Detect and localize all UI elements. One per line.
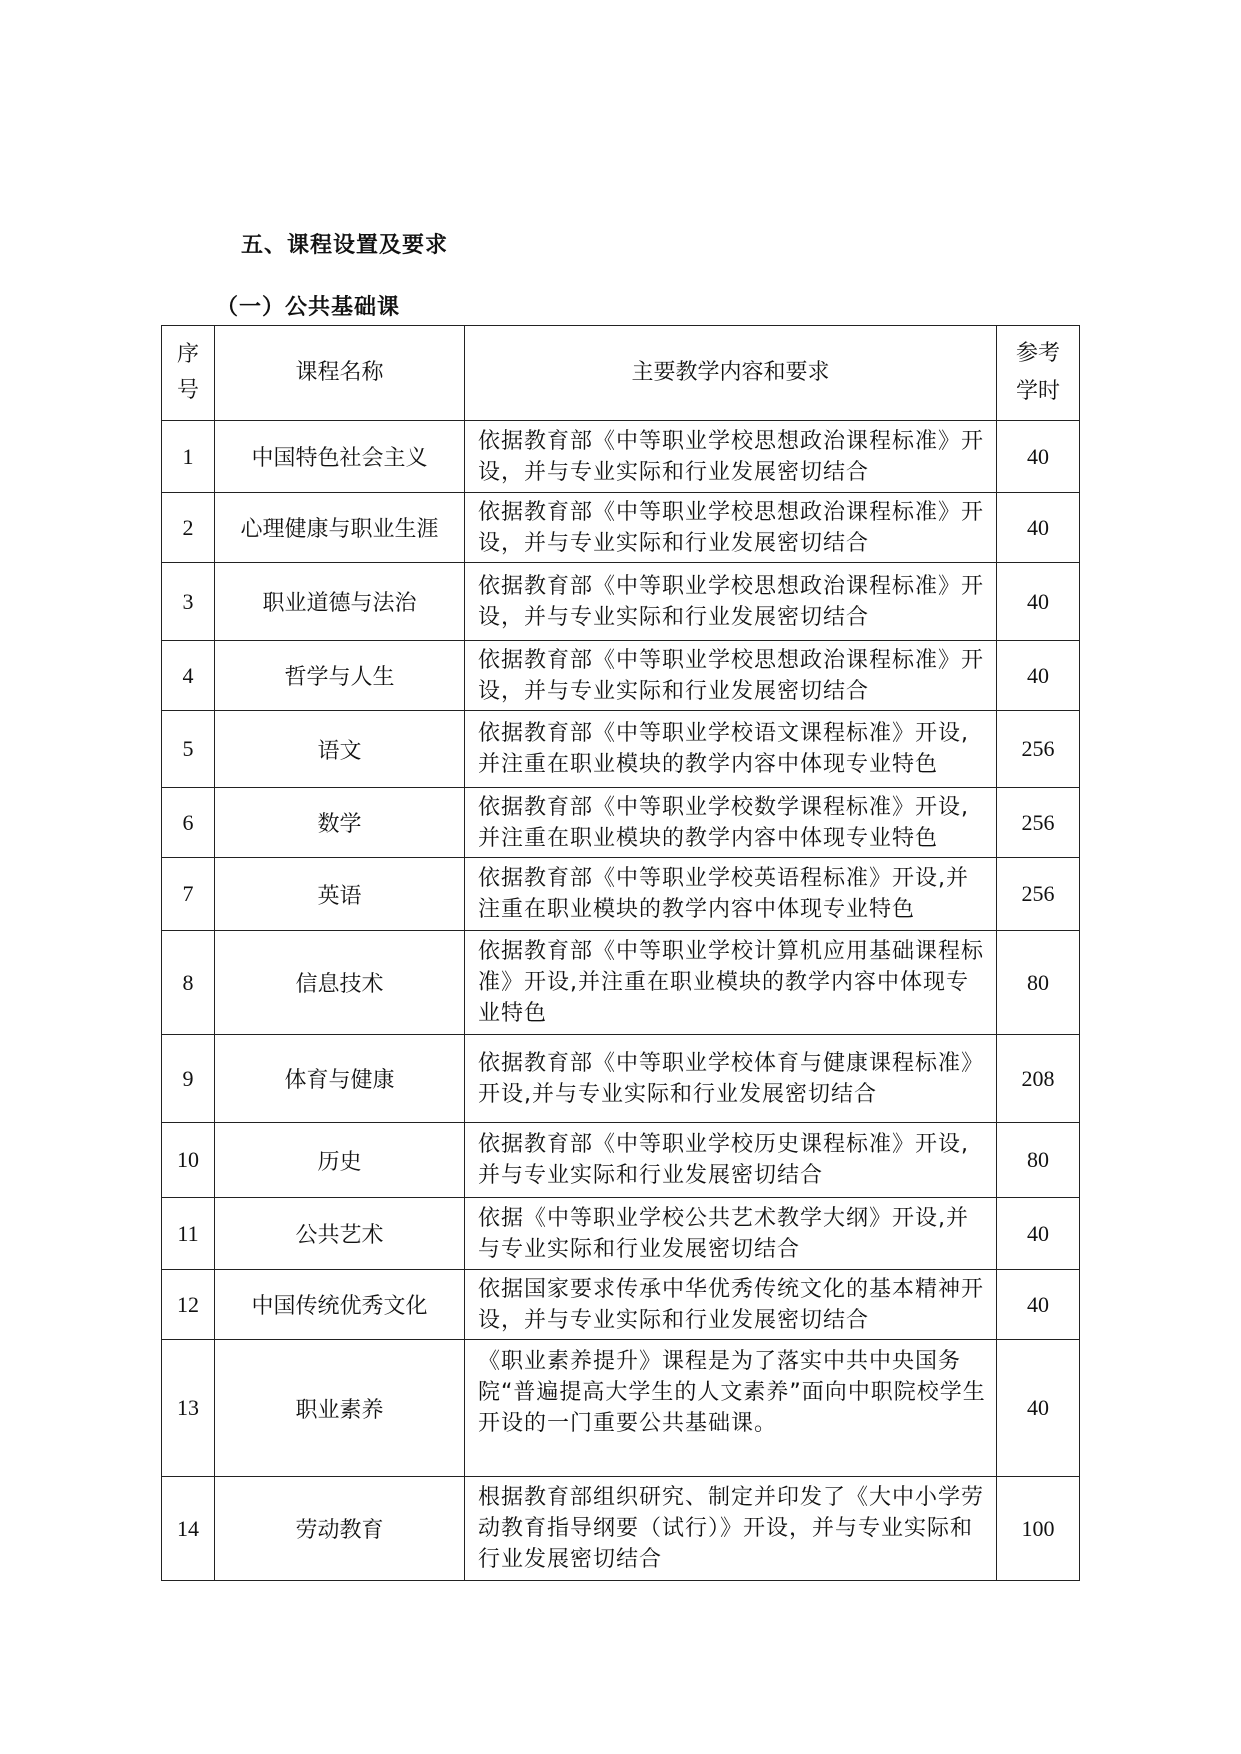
course-hours: 40: [997, 1340, 1080, 1477]
table-row: [162, 421, 1080, 493]
row-index: 4: [162, 641, 215, 711]
course-content: 《职业素养提升》课程是为了落实中共中央国务院“普遍提高大学生的人文素养”面向中职院校学生开设的一门重要公共基础课。: [465, 1340, 997, 1477]
course-name: 职业道德与法治: [215, 563, 465, 641]
course-content: 依据《中等职业学校公共艺术教学大纲》开设,并与专业实际和行业发展密切结合: [465, 1198, 997, 1270]
course-hours: 40: [997, 563, 1080, 641]
course-content: 依据教育部《中等职业学校思想政治课程标准》开设，并与专业实际和行业发展密切结合: [465, 493, 997, 563]
course-content: 依据教育部《中等职业学校数学课程标准》开设,并注重在职业模块的教学内容中体现专业特色: [465, 788, 997, 858]
table-row: [162, 563, 1080, 641]
course-table: [161, 325, 1080, 1581]
course-name: 体育与健康: [215, 1035, 465, 1123]
row-index: 12: [162, 1270, 215, 1340]
table-row: [162, 1198, 1080, 1270]
row-index: 11: [162, 1198, 215, 1270]
course-name: 信息技术: [215, 931, 465, 1035]
course-hours: 40: [997, 641, 1080, 711]
course-name: 职业素养: [215, 1340, 465, 1477]
table-row: [162, 858, 1080, 931]
row-index: 3: [162, 563, 215, 641]
course-name: 语文: [215, 711, 465, 788]
row-index: 9: [162, 1035, 215, 1123]
table-row: [162, 641, 1080, 711]
course-hours: 40: [997, 1198, 1080, 1270]
course-content: 依据教育部《中等职业学校思想政治课程标准》开设，并与专业实际和行业发展密切结合: [465, 421, 997, 493]
course-name: 数学: [215, 788, 465, 858]
course-hours: 80: [997, 931, 1080, 1035]
course-name: 中国特色社会主义: [215, 421, 465, 493]
table-row: [162, 493, 1080, 563]
course-name: 劳动教育: [215, 1477, 465, 1581]
table-row: [162, 1477, 1080, 1581]
header-hours: 参考 学时: [997, 326, 1080, 421]
course-name: 英语: [215, 858, 465, 931]
course-hours: 40: [997, 493, 1080, 563]
course-hours: 80: [997, 1123, 1080, 1198]
section-title: 五、课程设置及要求: [241, 233, 449, 258]
course-content: 依据教育部《中等职业学校英语程标准》开设,并注重在职业模块的教学内容中体现专业特色: [465, 858, 997, 931]
course-hours: 208: [997, 1035, 1080, 1123]
table-row: [162, 788, 1080, 858]
course-name: 哲学与人生: [215, 641, 465, 711]
row-index: 1: [162, 421, 215, 493]
table-row: [162, 1035, 1080, 1123]
table-row: [162, 711, 1080, 788]
subsection-title: （一）公共基础课: [216, 295, 401, 320]
row-index: 10: [162, 1123, 215, 1198]
row-index: 6: [162, 788, 215, 858]
course-content: 依据教育部《中等职业学校体育与健康课程标准》开设,并与专业实际和行业发展密切结合: [465, 1035, 997, 1123]
course-content: 依据教育部《中等职业学校语文课程标准》开设,并注重在职业模块的教学内容中体现专业特色: [465, 711, 997, 788]
row-index: 2: [162, 493, 215, 563]
course-hours: 256: [997, 788, 1080, 858]
table-row: [162, 1340, 1080, 1477]
course-name: 心理健康与职业生涯: [215, 493, 465, 563]
header-index: 序 号: [162, 326, 215, 421]
table-row: [162, 1270, 1080, 1340]
course-content: 依据国家要求传承中华优秀传统文化的基本精神开设，并与专业实际和行业发展密切结合: [465, 1270, 997, 1340]
course-hours: 40: [997, 1270, 1080, 1340]
course-name: 历史: [215, 1123, 465, 1198]
row-index: 14: [162, 1477, 215, 1581]
table-header-row: [162, 326, 1080, 421]
table-row: [162, 931, 1080, 1035]
row-index: 8: [162, 931, 215, 1035]
course-hours: 40: [997, 421, 1080, 493]
course-hours: 100: [997, 1477, 1080, 1581]
header-content: 主要教学内容和要求: [465, 326, 997, 421]
table-row: [162, 1123, 1080, 1198]
row-index: 5: [162, 711, 215, 788]
course-content: 依据教育部《中等职业学校计算机应用基础课程标准》开设,并注重在职业模块的教学内容中体现专业特色: [465, 931, 997, 1035]
row-index: 7: [162, 858, 215, 931]
course-name: 中国传统优秀文化: [215, 1270, 465, 1340]
course-content: 根据教育部组织研究、制定并印发了《大中小学劳动教育指导纲要（试行）》开设，并与专业实际和行业发展密切结合: [465, 1477, 997, 1581]
course-hours: 256: [997, 711, 1080, 788]
row-index: 13: [162, 1340, 215, 1477]
course-content: 依据教育部《中等职业学校思想政治课程标准》开设，并与专业实际和行业发展密切结合: [465, 563, 997, 641]
course-content: 依据教育部《中等职业学校历史课程标准》开设,并与专业实际和行业发展密切结合: [465, 1123, 997, 1198]
course-content: 依据教育部《中等职业学校思想政治课程标准》开设，并与专业实际和行业发展密切结合: [465, 641, 997, 711]
header-course-name: 课程名称: [215, 326, 465, 421]
course-hours: 256: [997, 858, 1080, 931]
course-name: 公共艺术: [215, 1198, 465, 1270]
